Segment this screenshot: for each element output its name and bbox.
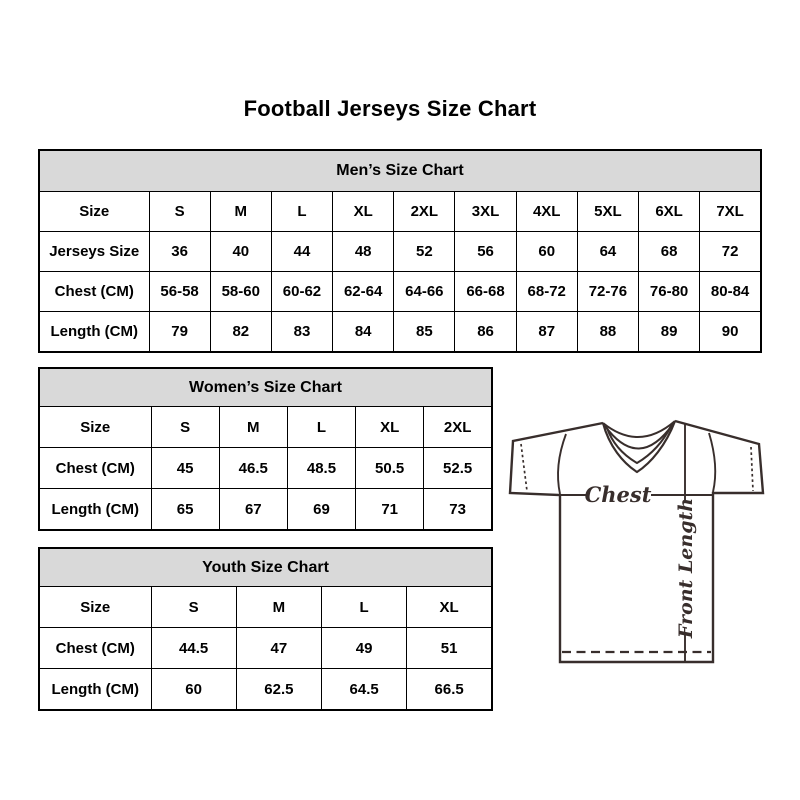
- value-cell: 40: [210, 232, 271, 272]
- chest-label: Chest: [584, 482, 652, 507]
- left-cuff-dashed-line: [521, 444, 527, 491]
- value-cell: 62.5: [236, 669, 321, 711]
- value-cell: 71: [356, 489, 424, 531]
- value-cell: 84: [333, 312, 394, 353]
- value-cell: 87: [516, 312, 577, 353]
- womens-size-table: [38, 367, 493, 531]
- value-cell: 52.5: [424, 448, 492, 489]
- table-title: Women’s Size Chart: [39, 368, 492, 407]
- column-header-cell: 7XL: [700, 192, 761, 232]
- right-armhole-seam: [709, 433, 715, 492]
- value-cell: 47: [236, 628, 321, 669]
- value-cell: 51: [407, 628, 492, 669]
- row-label-cell: Chest (CM): [39, 272, 149, 312]
- row-label-cell: Size: [39, 407, 151, 448]
- row-label-cell: Size: [39, 192, 149, 232]
- value-cell: 85: [394, 312, 455, 353]
- value-cell: 66-68: [455, 272, 516, 312]
- left-armhole-seam: [558, 434, 566, 494]
- value-cell: 67: [219, 489, 287, 531]
- value-cell: 66.5: [407, 669, 492, 711]
- column-header-cell: S: [151, 587, 236, 628]
- value-cell: 49: [322, 628, 407, 669]
- column-header-cell: 5XL: [577, 192, 638, 232]
- value-cell: 52: [394, 232, 455, 272]
- right-cuff-dashed-line: [751, 447, 753, 491]
- column-header-cell: L: [287, 407, 355, 448]
- value-cell: 48.5: [287, 448, 355, 489]
- value-cell: 60: [516, 232, 577, 272]
- column-header-cell: M: [210, 192, 271, 232]
- value-cell: 60-62: [271, 272, 332, 312]
- front-length-label: Front Length: [675, 497, 697, 639]
- column-header-cell: L: [322, 587, 407, 628]
- value-cell: 73: [424, 489, 492, 531]
- value-cell: 62-64: [333, 272, 394, 312]
- value-cell: 56-58: [149, 272, 210, 312]
- value-cell: 83: [271, 312, 332, 353]
- column-header-cell: L: [271, 192, 332, 232]
- table-title: Men’s Size Chart: [39, 150, 761, 192]
- row-label-cell: Length (CM): [39, 489, 151, 531]
- value-cell: 64: [577, 232, 638, 272]
- column-header-cell: 4XL: [516, 192, 577, 232]
- value-cell: 68: [639, 232, 700, 272]
- column-header-cell: S: [151, 407, 219, 448]
- value-cell: 48: [333, 232, 394, 272]
- column-header-cell: 6XL: [639, 192, 700, 232]
- value-cell: 86: [455, 312, 516, 353]
- jersey-outline: [510, 421, 763, 662]
- value-cell: 89: [639, 312, 700, 353]
- column-header-cell: XL: [356, 407, 424, 448]
- row-label-cell: Jerseys Size: [39, 232, 149, 272]
- column-header-cell: XL: [407, 587, 492, 628]
- value-cell: 64-66: [394, 272, 455, 312]
- value-cell: 90: [700, 312, 761, 353]
- value-cell: 60: [151, 669, 236, 711]
- value-cell: 58-60: [210, 272, 271, 312]
- value-cell: 36: [149, 232, 210, 272]
- value-cell: 44: [271, 232, 332, 272]
- row-label-cell: Size: [39, 587, 151, 628]
- value-cell: 50.5: [356, 448, 424, 489]
- youth-size-table: [38, 547, 493, 711]
- value-cell: 44.5: [151, 628, 236, 669]
- value-cell: 88: [577, 312, 638, 353]
- value-cell: 56: [455, 232, 516, 272]
- value-cell: 72-76: [577, 272, 638, 312]
- jersey-measurement-diagram: [505, 398, 777, 670]
- table-title: Youth Size Chart: [39, 548, 492, 587]
- value-cell: 45: [151, 448, 219, 489]
- value-cell: 68-72: [516, 272, 577, 312]
- value-cell: 65: [151, 489, 219, 531]
- row-label-cell: Length (CM): [39, 312, 149, 353]
- mens-size-table: [38, 149, 762, 353]
- column-header-cell: 3XL: [455, 192, 516, 232]
- value-cell: 72: [700, 232, 761, 272]
- value-cell: 76-80: [639, 272, 700, 312]
- value-cell: 80-84: [700, 272, 761, 312]
- column-header-cell: XL: [333, 192, 394, 232]
- row-label-cell: Chest (CM): [39, 628, 151, 669]
- column-header-cell: M: [219, 407, 287, 448]
- value-cell: 82: [210, 312, 271, 353]
- column-header-cell: 2XL: [424, 407, 492, 448]
- row-label-cell: Length (CM): [39, 669, 151, 711]
- value-cell: 69: [287, 489, 355, 531]
- value-cell: 64.5: [322, 669, 407, 711]
- column-header-cell: M: [236, 587, 321, 628]
- column-header-cell: S: [149, 192, 210, 232]
- value-cell: 46.5: [219, 448, 287, 489]
- column-header-cell: 2XL: [394, 192, 455, 232]
- page-title: Football Jerseys Size Chart: [243, 96, 537, 121]
- row-label-cell: Chest (CM): [39, 448, 151, 489]
- value-cell: 79: [149, 312, 210, 353]
